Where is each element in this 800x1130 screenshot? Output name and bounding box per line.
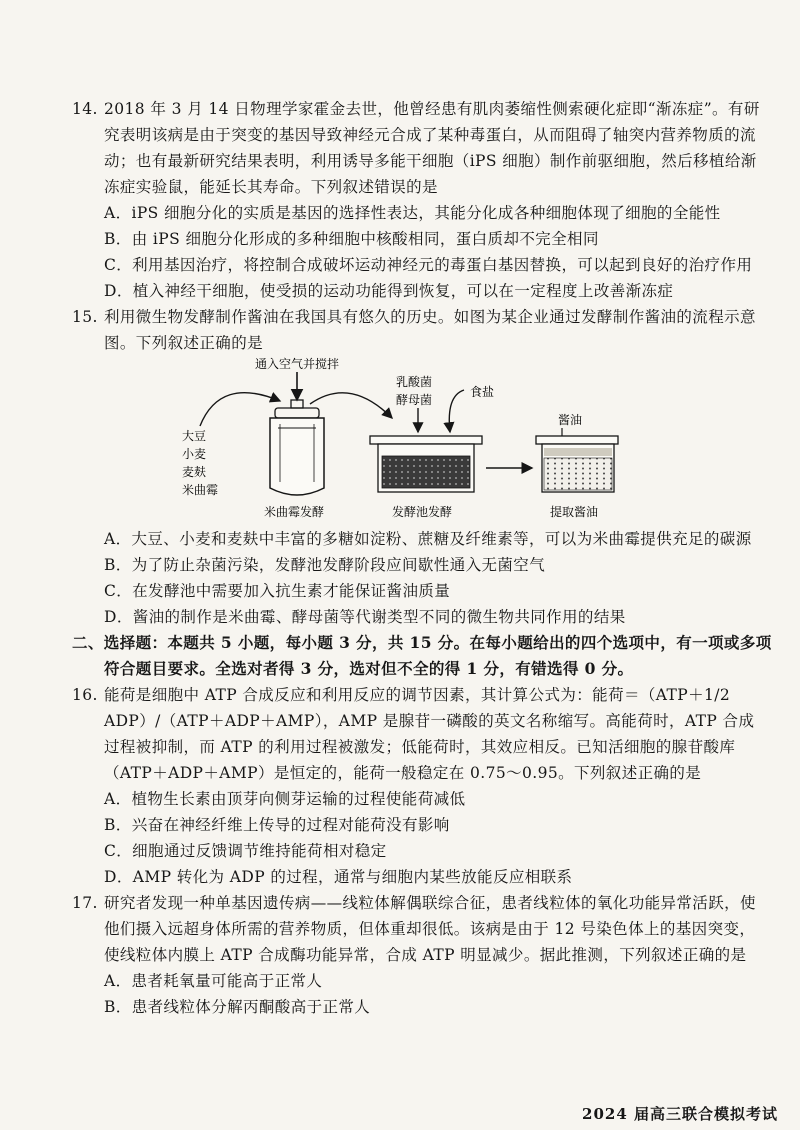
material-aspergillus: 米曲霉 (182, 483, 219, 497)
microbe-yeast: 酵母菌 (396, 393, 433, 407)
question-number: 16. (72, 686, 98, 704)
option-a: A．iPS 细胞分化的实质是基因的选择性表达，其能分化成各种细胞体现了细胞的全能性 (104, 204, 721, 222)
extraction-tank (536, 436, 618, 492)
question-number: 17. (72, 894, 98, 912)
question-text: 冻症实验鼠，能延长其寿命。下列叙述错误的是 (104, 178, 438, 196)
option-b: B．为了防止杂菌污染，发酵池发酵阶段应间歇性通入无菌空气 (104, 556, 546, 574)
question-text: （ATP＋ADP＋AMP）是恒定的，能荷一般稳定在 0.75～0.95。下列叙述正确的是 (104, 764, 702, 782)
option-c: C．细胞通过反馈调节维持能荷相对稳定 (104, 842, 387, 860)
material-bran: 麦麸 (182, 465, 207, 479)
option-b: B．由 iPS 细胞分化形成的多种细胞中核酸相同，蛋白质却不完全相同 (104, 230, 599, 248)
salt-arrow (449, 390, 464, 432)
caption-extract: 提取酱油 (550, 505, 599, 519)
question-text: 利用微生物发酵制作酱油在我国具有悠久的历史。如图为某企业通过发酵制作酱油的流程示意 (104, 308, 756, 326)
aspergillus-fermenter (270, 400, 324, 495)
option-c: C．在发酵池中需要加入抗生素才能保证酱油质量 (104, 582, 451, 600)
question-text: ADP）/（ATP＋ADP＋AMP），AMP 是腺苷一磷酸的英文名称缩写。高能荷时，ATP 合成 (104, 712, 755, 730)
option-d: D．AMP 转化为 ADP 的过程，通常与细胞内某些放能反应相联系 (104, 868, 573, 886)
question-text: 研究者发现一种单基因遗传病——线粒体解偶联综合征，患者线粒体的氧化功能异常活跃，使 (104, 894, 756, 912)
page-footer: 2024 届高三联合模拟考试 (582, 1105, 778, 1123)
question-number: 14. (72, 100, 98, 118)
question-text: 究表明该病是由于突变的基因导致神经元合成了某种毒蛋白，从而阻碍了轴突内营养物质的流 (104, 126, 756, 144)
question-text: 2018 年 3 月 14 日物理学家霍金去世，他曾经患有肌肉萎缩性侧索硬化症即“渐冻症”。有研 (104, 100, 760, 118)
soy-sauce-label: 酱油 (558, 413, 583, 427)
option-a: A．患者耗氧量可能高于正常人 (104, 972, 323, 990)
material-soybean: 大豆 (182, 429, 207, 443)
option-c: C．利用基因治疗，将控制合成破坏运动神经元的毒蛋白基因替换，可以起到良好的治疗作用 (104, 256, 753, 274)
material-wheat: 小麦 (182, 447, 207, 461)
question-text: 过程被抑制，而 ATP 的利用过程被激发；低能荷时，其效应相反。已知活细胞的腺苷酸库 (104, 738, 736, 756)
section-heading: 二、选择题：本题共 5 小题，每小题 3 分，共 15 分。在每小题给出的四个选项中，有一项或多项 (72, 633, 772, 652)
option-b: B．患者线粒体分解丙酮酸高于正常人 (104, 998, 371, 1016)
salt-label: 食盐 (470, 385, 495, 399)
question-text: 动；也有最新研究结果表明，利用诱导多能干细胞（iPS 细胞）制作前驱细胞，然后移植给渐 (104, 152, 757, 170)
option-a: A．植物生长素由顶芽向侧芽运输的过程使能荷减低 (104, 790, 466, 808)
option-d: D．酱油的制作是米曲霉、酵母菌等代谢类型不同的微生物共同作用的结果 (104, 608, 626, 626)
question-text: 能荷是细胞中 ATP 合成反应和利用反应的调节因素，其计算公式为：能荷＝（ATP＋1/2 (104, 686, 731, 704)
section-heading: 符合题目要求。全选对者得 3 分，选对但不全的得 1 分，有错选得 0 分。 (104, 659, 634, 678)
caption-aspergillus: 米曲霉发酵 (264, 505, 325, 519)
option-a: A．大豆、小麦和麦麸中丰富的多糖如淀粉、蔗糖及纤维素等，可以为米曲霉提供充足的碳源 (104, 530, 752, 548)
question-number: 15. (72, 308, 98, 326)
question-text: 使线粒体内膜上 ATP 合成酶功能异常，合成 ATP 明显减少。据此推测，下列叙述正确的是 (104, 946, 747, 964)
transfer-arrow (310, 393, 392, 418)
microbe-lactobacillus: 乳酸菌 (396, 375, 433, 389)
option-b: B．兴奋在神经纤维上传导的过程对能荷没有影响 (104, 816, 450, 834)
feed-arrow (200, 393, 280, 426)
question-text: 图。下列叙述正确的是 (104, 334, 264, 352)
option-d: D．植入神经干细胞，使受损的运动功能得到恢复，可以在一定程度上改善渐冻症 (104, 282, 674, 300)
fermentation-pool (370, 436, 482, 492)
caption-pool: 发酵池发酵 (392, 505, 453, 519)
soy-sauce-process-figure (160, 356, 620, 524)
question-text: 他们摄入远超身体所需的营养物质，但体重却很低。该病是由于 12 号染色体上的基因突变， (104, 920, 756, 938)
air-stir-label: 通入空气并搅拌 (255, 357, 340, 371)
